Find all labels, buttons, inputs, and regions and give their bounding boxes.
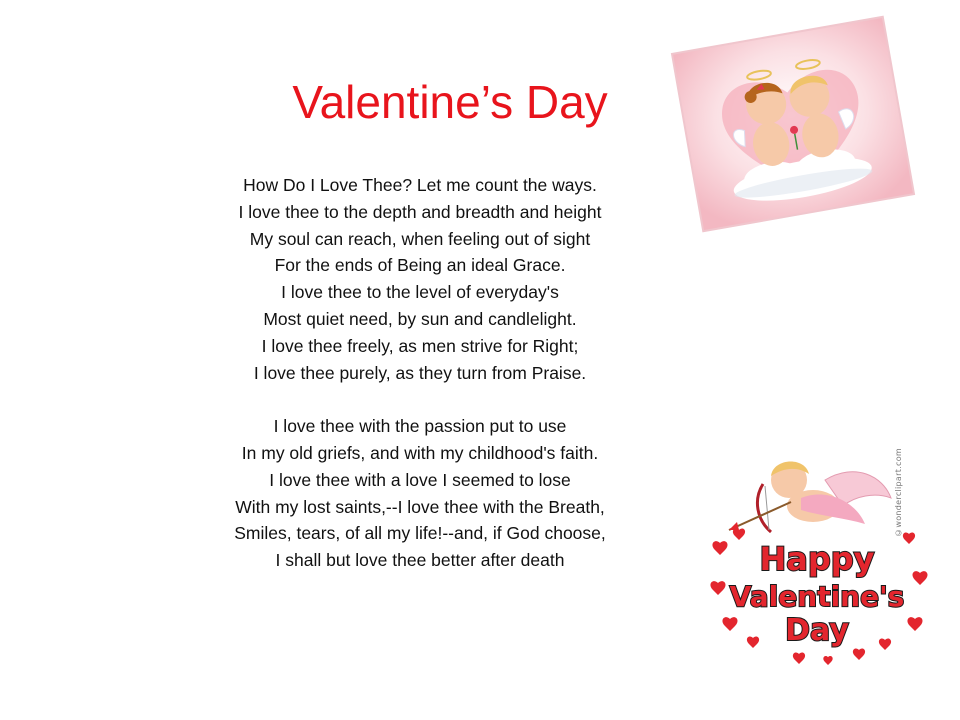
poem-line: My soul can reach, when feeling out of sight: [249, 228, 591, 249]
poem-line: How Do I Love Thee? Let me count the ways.: [243, 175, 597, 195]
poem-line: I shall but love thee better after death: [275, 550, 565, 571]
happy-text: Happy: [759, 540, 875, 578]
kissing-cherubs-icon: [668, 12, 918, 237]
poem-body: [120, 172, 720, 574]
poem-line: With my lost saints,--I love thee with the Breath,: [235, 496, 605, 517]
poem-line: I love thee with the passion put to use: [273, 416, 567, 437]
poem-line: In my old griefs, and with my childhood's faith.: [241, 442, 599, 463]
poem-line: I love thee to the level of everyday's: [281, 282, 559, 303]
poem-line: Most quiet need, by sun and candlelight.: [263, 308, 577, 329]
image-credit: ©wonderclipart.com: [894, 448, 903, 537]
poem-line: Smiles, tears, of all my life!--and, if God choose,: [234, 523, 606, 544]
slide-title: Valentine’s Day: [292, 76, 608, 128]
stanza-break: [120, 386, 720, 413]
poem-line: I love thee purely, as they turn from Praise.: [253, 362, 587, 383]
poem-line: For the ends of Being an ideal Grace.: [274, 255, 566, 276]
poem-line: I love thee with a love I seemed to lose: [269, 469, 571, 490]
poem-line: I love thee freely, as men strive for Right;: [261, 335, 579, 356]
valentines-text: Valentine's: [729, 580, 905, 613]
day-text: Day: [785, 613, 849, 648]
poem-line: I love thee to the depth and breadth and height: [238, 201, 602, 222]
